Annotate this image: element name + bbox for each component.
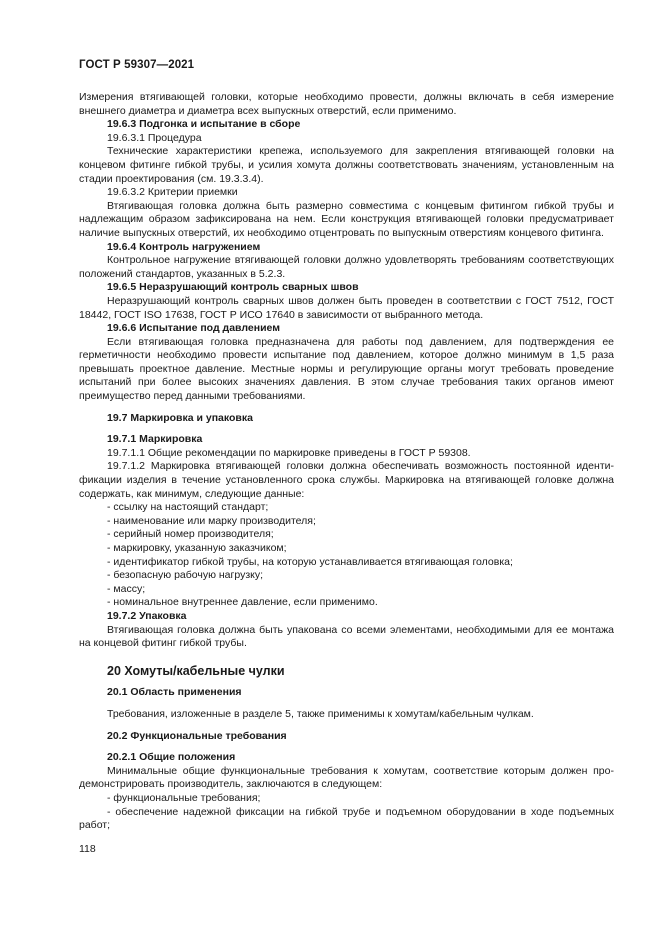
spacer <box>79 700 614 708</box>
page-number: 118 <box>79 843 96 855</box>
list-item: - ссылку на настоящий стандарт; <box>107 501 269 514</box>
paragraph: Технические характеристики крепежа, используемого для закрепления втягивающей головки на концевом фитинге гибкой трубы, и усилия хомута должны соответствовать значениям, установленным на стадии проектирования (см. 19.3.3.4). <box>79 145 614 185</box>
section-heading: 20.1 Область применения <box>107 686 242 699</box>
paragraph: 19.7.1.1 Общие рекомендации по маркировке приведены в ГОСТ Р 59308. <box>107 446 471 459</box>
section-heading: 19.6.3 Подгонка и испытание в сборе <box>107 118 301 131</box>
spacer <box>79 722 614 730</box>
spacer <box>79 743 614 751</box>
paragraph: Если втягивающая головка предназначена для работы под давлением, для подтверждения ее герметичности необходимо провести испытание под давлением, которое должно минимум в 1,5 раза превышать проектное давление. Местные нормы и регулирующие органы могут требовать проведение испытаний при более высоких значениях давления. В этом случае требования таких органов имеют преимущество перед данными требованиями. <box>79 335 614 403</box>
section-heading: 20.2 Функциональные требования <box>107 729 287 742</box>
paragraph: Требования, изложенные в разделе 5, также применимы к хомутам/кабельным чулкам. <box>107 707 534 720</box>
paragraph: - обеспечение надежной фиксации на гибкой трубе и подъемном оборудовании в ходе подъемных работ; <box>79 805 614 832</box>
section-heading: 20.2.1 Общие положения <box>107 751 236 764</box>
paragraph: Минимальные общие функциональные требования к хомутам, соответствие которым должен продемонстрировать производитель, заключаются в следующем: <box>79 764 614 791</box>
list-item: - серийный номер производителя; <box>107 528 274 541</box>
paragraph: Втягивающая головка должна быть размерно совместима с концевым фитингом гибкой трубы и надлежащим образом зафиксирована на нем. Если конструкция втягивающей головки предусматривает наличие выпускных отверстий, их необходимо отцентровать по выпускным отверстиям концевого фитинга. <box>79 199 614 239</box>
list-item: - массу; <box>107 582 146 595</box>
section-heading: 19.6.6 Испытание под давлением <box>107 322 280 335</box>
spacer <box>79 425 614 433</box>
section-heading: 20 Хомуты/кабельные чулки <box>107 663 285 678</box>
list-item: - наименование или марку производителя; <box>107 514 316 527</box>
list-item: - идентификатор гибкой трубы, на которую устанавливается втягивающая головка; <box>107 555 513 568</box>
section-heading: 19.7.1 Маркировка <box>107 433 203 446</box>
section-heading: 19.7.2 Упаковка <box>107 609 187 622</box>
paragraph: Втягивающая головка должна быть упакована со всеми элементами, необходимыми для ее монтажа на концевой фитинг гибкой трубы. <box>79 623 614 650</box>
paragraph: 19.7.1.2 Маркировка втягивающей головки должна обеспечивать возможность постоянной идентификации изделия в течение установленного срока службы. Маркировка на втягивающей головке должна содержать, как минимум, следующие данные: <box>79 460 614 500</box>
subsection-heading: 19.6.3.1 Процедура <box>107 131 202 144</box>
list-item: - безопасную рабочую нагрузку; <box>107 569 264 582</box>
paragraph: Неразрушающий контроль сварных швов должен быть проведен в соответствии с ГОСТ 7512, ГОСТ 18442, ГОСТ ISO 17638, ГОСТ Р ИСО 17640 в зависимости от выбранного метода. <box>79 294 614 321</box>
list-item: - номинальное внутреннее давление, если применимо. <box>107 596 378 609</box>
section-heading: 19.7 Маркировка и упаковка <box>107 411 253 424</box>
list-item: - функциональные требования; <box>107 791 261 804</box>
spacer <box>79 404 614 412</box>
list-item: - маркировку, указанную заказчиком; <box>107 542 287 554</box>
document-body <box>79 91 614 833</box>
subsection-heading: 19.6.3.2 Критерии приемки <box>107 186 238 199</box>
document-header: ГОСТ Р 59307—2021 <box>79 59 195 71</box>
paragraph: Измерения втягивающей головки, которые необходимо провести, должны включать в себя измерение внешнего диаметра и диаметра всех выпускных отверстий, если применимо. <box>79 91 614 117</box>
section-heading: 19.6.4 Контроль нагружением <box>107 240 261 253</box>
section-heading: 19.6.5 Неразрушающий контроль сварных швов <box>107 281 359 294</box>
paragraph: Контрольное нагружение втягивающей головки должно удовлетворять требованиям соответствующих положений стандартов, указанных в 5.2.3. <box>79 254 614 280</box>
